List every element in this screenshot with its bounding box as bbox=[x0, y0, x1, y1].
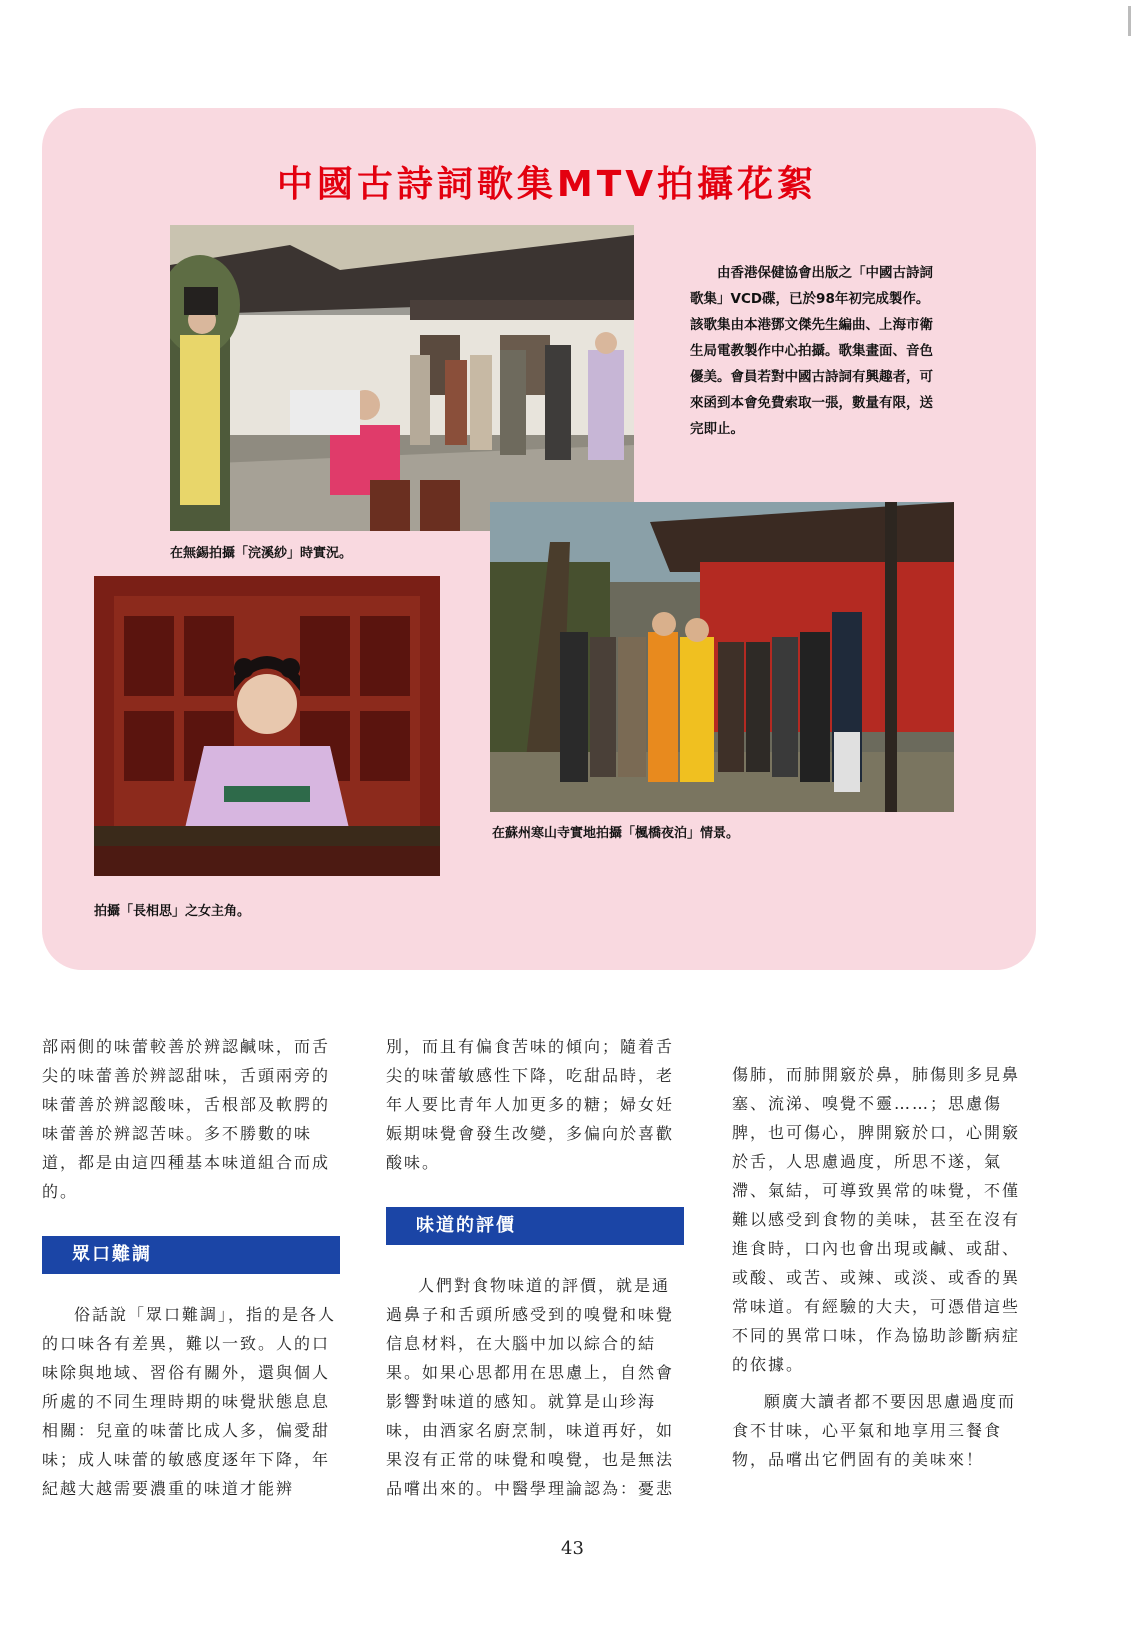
photo-caption-changxiangsi: 拍攝「長相思」之女主角。 bbox=[94, 904, 251, 919]
intro-text bbox=[690, 260, 936, 442]
section-heading-taste-differences: 眾口難調 bbox=[42, 1236, 340, 1274]
intro-paragraph: 由香港保健協會出版之「中國古詩詞歌集」VCD碟，已於98年初完成製作。該歌集由本港鄧文傑先生編曲、上海市衛生局電教製作中心拍攝。歌集畫面、音色優美。會員若對中國古詩詞有興趣者，可來函到本會免費索取一張，數量有限，送完即止。 bbox=[690, 265, 933, 437]
text-column-1 bbox=[42, 1032, 340, 1503]
photo-caption-hanshan: 在蘇州寒山寺實地拍攝「楓橋夜泊」情景。 bbox=[492, 826, 740, 841]
column3-paragraph-1: 傷肺，而肺開竅於鼻，肺傷則多見鼻塞、流涕、嗅覺不靈……；思慮傷脾，也可傷心，脾開竅於口，心開竅於舌，人思慮過度，所思不遂，氣滯、氣結，可導致異常的味覺，不僅難以感受到食物的美味，甚至在沒有進食時，口內也會出現或鹹、或甜、或酸、或苦、或辣、或淡、或香的異常味道。有經驗的大夫，可憑借這些不同的異常口味，作為協助診斷病症的依據。 bbox=[732, 1065, 1021, 1374]
column1-paragraph-2: 俗話說「眾口難調」，指的是各人的口味各有差異，難以一致。人的口味除與地域、習俗有關外，還與個人所處的不同生理時期的味覺狀態息息相關：兒童的味蕾比成人多，偏愛甜味；成人味蕾的敏感度逐年下降，年紀越大越需要濃重的味道才能辨 bbox=[42, 1305, 337, 1498]
text-column-3 bbox=[732, 1060, 1032, 1474]
text-column-2 bbox=[386, 1032, 684, 1503]
photo-wuxi-filming bbox=[170, 225, 634, 531]
feature-title: 中國古詩詞歌集MTV拍攝花絮 bbox=[276, 164, 818, 205]
photo-changxiangsi-heroine bbox=[94, 576, 440, 876]
column3-paragraph-2: 願廣大讀者都不要因思慮過度而食不甘味，心平氣和地享用三餐食物，品嚐出它們固有的美味來！ bbox=[732, 1392, 1017, 1469]
photo-hanshan-temple bbox=[490, 502, 954, 812]
column1-paragraph-1: 部兩側的味蕾較善於辨認鹹味，而舌尖的味蕾善於辨認甜味，舌頭兩旁的味蕾善於辨認酸味，舌根部及軟腭的味蕾善於辨認苦味。多不勝數的味道，都是由這四種基本味道組合而成的。 bbox=[42, 1037, 331, 1201]
page-number: 43 bbox=[561, 1538, 584, 1559]
column2-paragraph-1: 別，而且有偏食苦味的傾向；隨着舌尖的味蕾敏感性下降，吃甜品時，老年人要比青年人加更多的糖；婦女妊娠期味覺會發生改變，多偏向於喜歡酸味。 bbox=[386, 1037, 675, 1172]
column2-paragraph-2: 人們對食物味道的評價，就是通過鼻子和舌頭所感受到的嗅覺和味覺信息材料，在大腦中加以綜合的結果。如果心思都用在思慮上，自然會影響對味道的感知。就算是山珍海味，由酒家名廚烹制，味道再好，如果沒有正常的味覺和嗅覺，也是無法品嚐出來的。中醫學理論認為：憂悲 bbox=[386, 1276, 675, 1498]
photo-caption-wuxi: 在無錫拍攝「浣溪紗」時實況。 bbox=[170, 546, 353, 561]
feature-panel bbox=[42, 108, 1036, 970]
section-heading-taste-evaluation: 味道的評價 bbox=[386, 1207, 684, 1245]
scan-mark bbox=[1128, 6, 1131, 36]
